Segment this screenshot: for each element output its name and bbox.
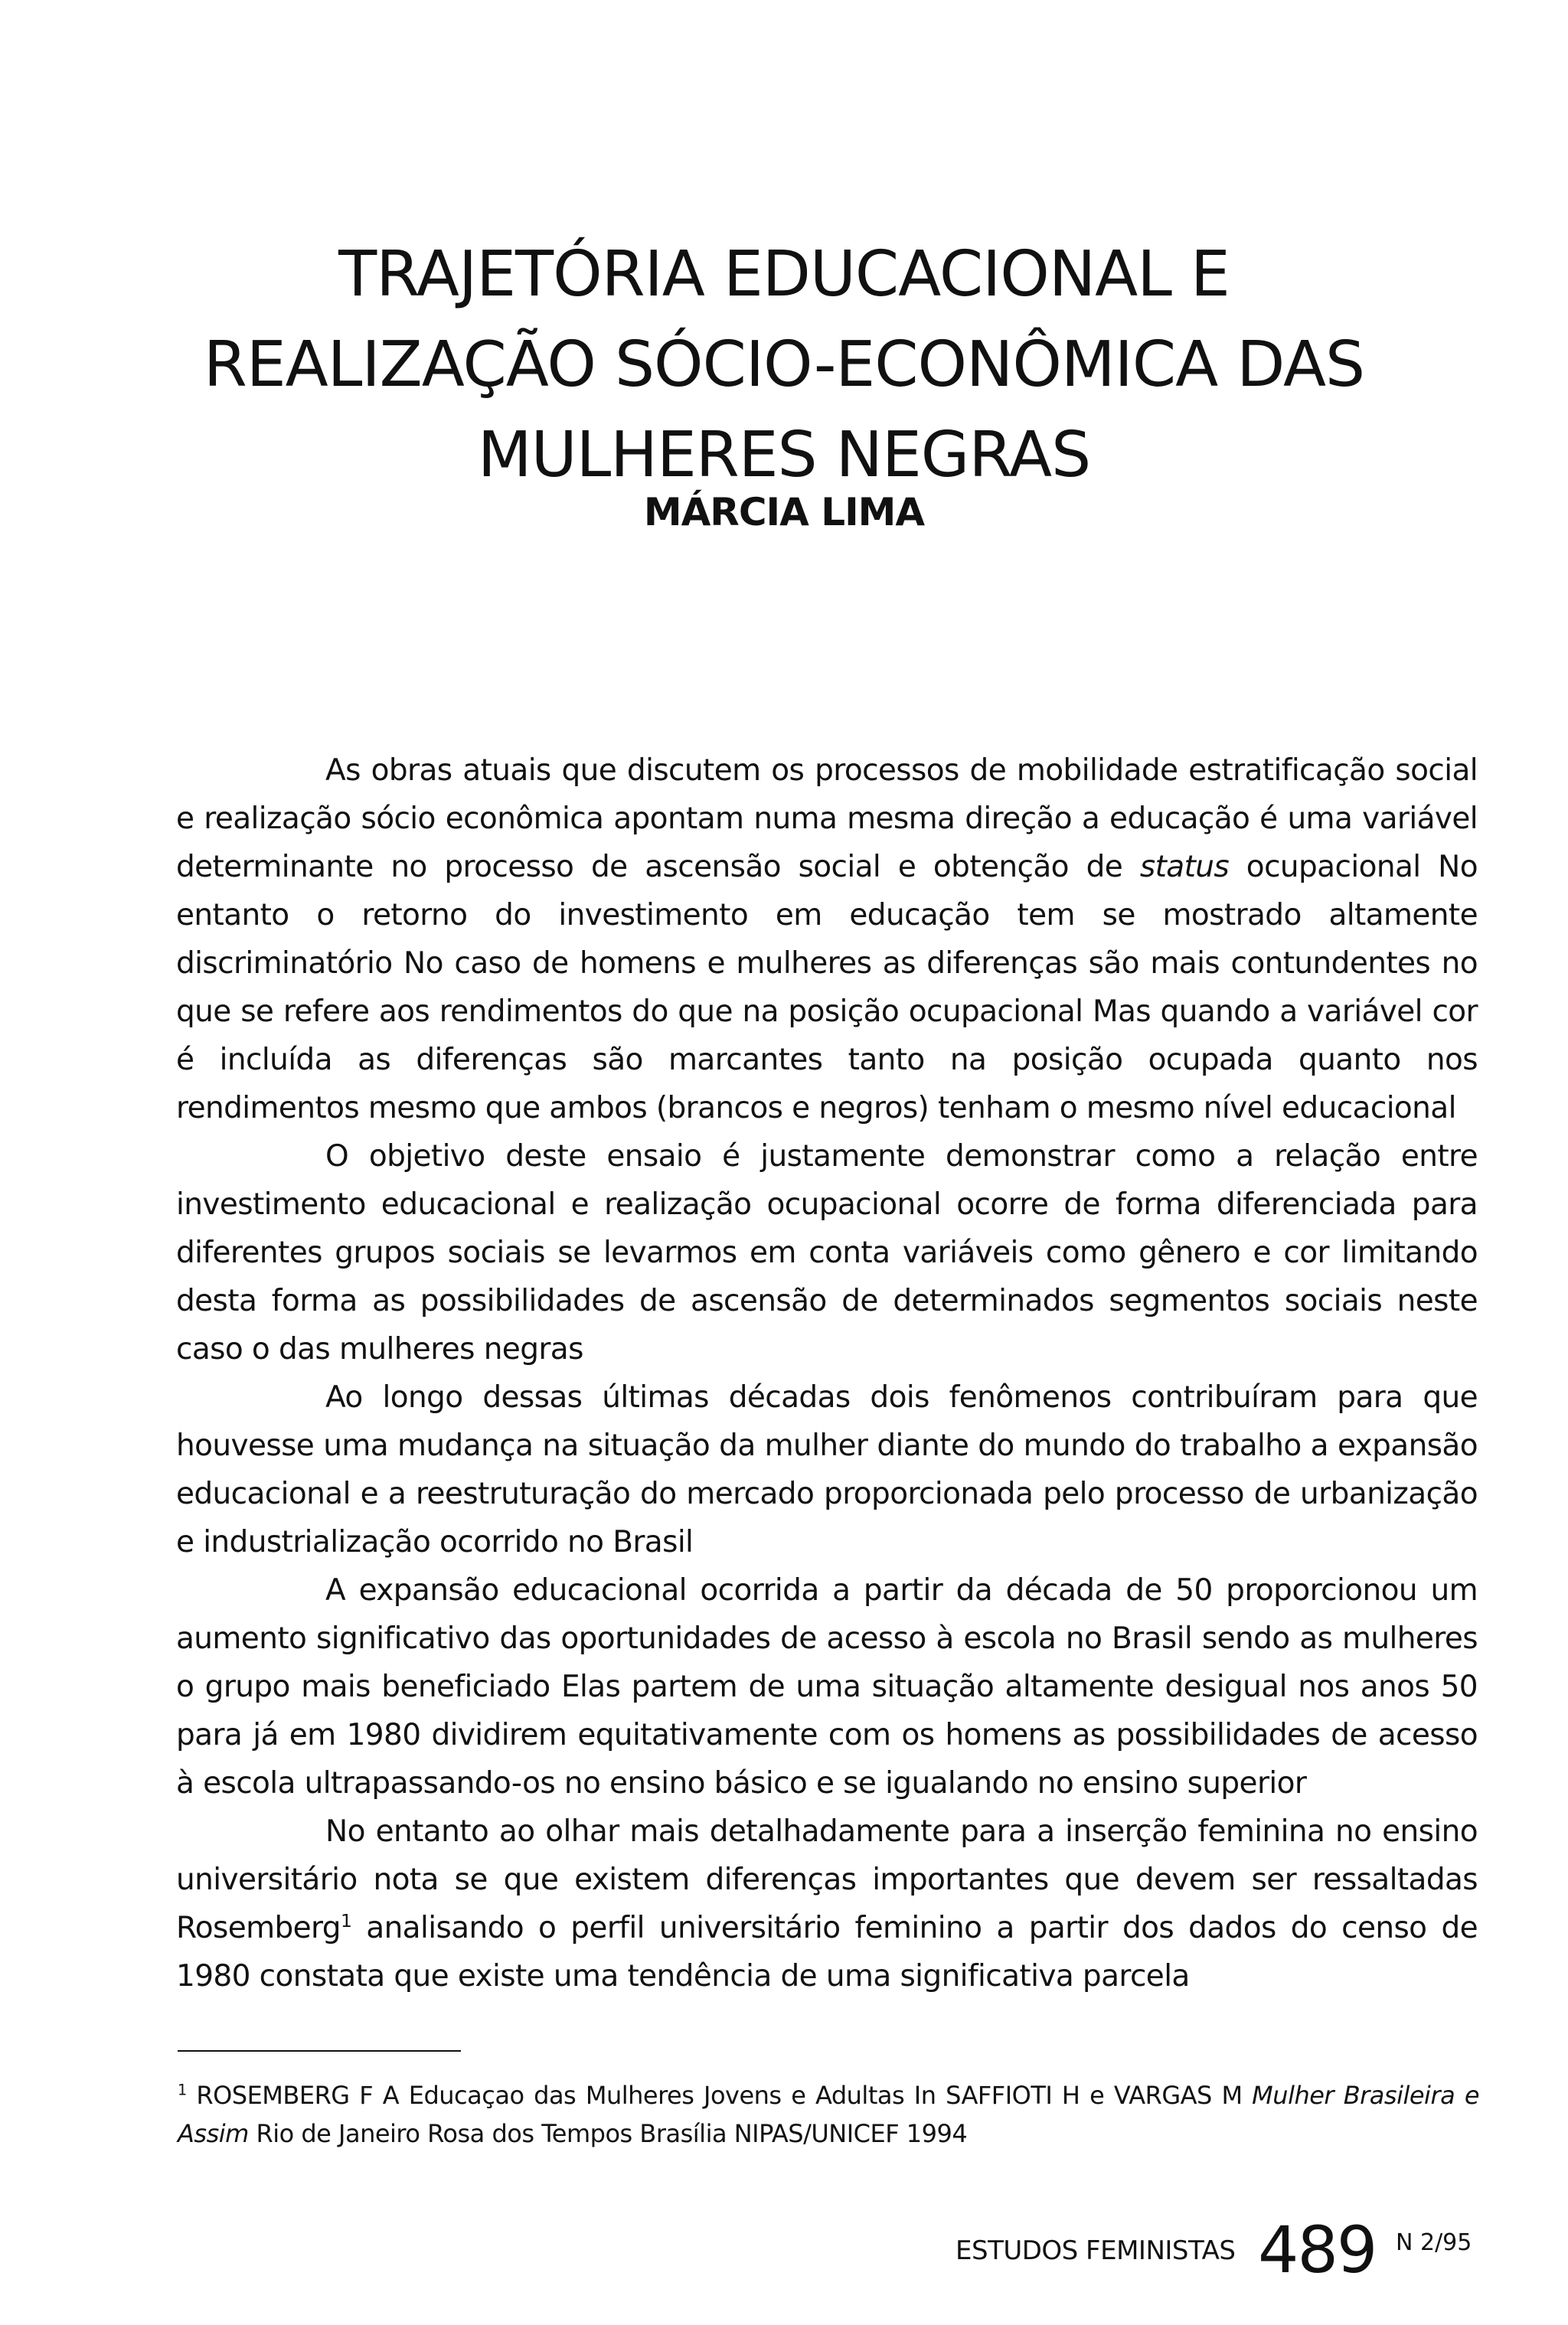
paragraph-1-text-end: ocupacional No entanto o retorno do investimento em educação tem se mostrado altamente discriminatório No caso de homens e mulheres as diferenças são mais contundentes no que se refere aos rendimentos do que na posição ocupacional Mas quando a variável cor é incluída as diferenças são marcantes tanto na posição ocupada quanto nos rendimentos mesmo que ambos (brancos e negros) tenham o mesmo nível educacional	[176, 850, 1478, 1125]
title-line-2: REALIZAÇÃO SÓCIO-ECONÔMICA DAS	[203, 328, 1365, 401]
footnote-divider	[178, 2050, 461, 2052]
paragraph-1-text-start: As obras atuais que discutem os processos de mobilidade estratificação social e realização sócio econômica apontam numa mesma direção a educação é uma variável determinante no processo de ascensão social e obtenção de	[176, 753, 1478, 884]
title-line-1: TRAJETÓRIA EDUCACIONAL E	[338, 238, 1230, 311]
paragraph-1	[176, 746, 1478, 1132]
author-name: MÁRCIA LIMA	[643, 490, 925, 534]
paragraph-2: O objetivo deste ensaio é justamente demonstrar como a relação entre investimento educacional e realização ocupacional ocorre de forma diferenciada para diferentes grupos sociais se levarmos em conta variáveis como gênero e cor limitando desta forma as possibilidades de ascensão de determinados segmentos sociais neste caso o das mulheres negras	[176, 1139, 1478, 1367]
journal-name: ESTUDOS FEMINISTAS	[956, 2235, 1236, 2266]
footnote-marker: 1	[178, 2081, 187, 2099]
page-footer	[956, 2212, 1476, 2287]
paragraph-5-text-end: analisando o perfil universitário feminino a partir dos dados do censo de 1980 constata que existe uma tendência de uma significativa parcela	[176, 1911, 1478, 1994]
footnote-reference: 1	[340, 1910, 352, 1932]
article-title	[115, 230, 1453, 501]
paragraph-5	[176, 1807, 1478, 2000]
footnote-book-title: Mulher Brasileira e Assim	[178, 2081, 1479, 2148]
footnote	[178, 2076, 1479, 2153]
footnote-text-start: ROSEMBERG F A Educaçao das Mulheres Jovens e Adultas In SAFFIOTI H e VARGAS M	[186, 2081, 1253, 2110]
footnote-text-end: Rio de Janeiro Rosa dos Tempos Brasília NIPAS/UNICEF 1994	[248, 2119, 968, 2148]
issue-number: N 2/95	[1396, 2229, 1472, 2256]
article-body	[176, 746, 1478, 2000]
title-line-3: MULHERES NEGRAS	[477, 419, 1091, 491]
paragraph-4: A expansão educacional ocorrida a partir da década de 50 proporcionou um aumento significativo das oportunidades de acesso à escola no Brasil sendo as mulheres o grupo mais beneficiado Elas partem de uma situação altamente desigual nos anos 50 para já em 1980 dividirem equitativamente com os homens as possibilidades de acesso à escola ultrapassando-os no ensino básico e se igualando no ensino superior	[176, 1573, 1478, 1801]
page-number: 489	[1258, 2212, 1377, 2287]
paragraph-1-italic-term: status	[1139, 850, 1230, 884]
paragraph-5-text-start: No entanto ao olhar mais detalhadamente para a inserção feminina no ensino universitário nota se que existem diferenças importantes que devem ser ressaltadas Rosemberg	[176, 1814, 1478, 1945]
paragraph-3: Ao longo dessas últimas décadas dois fenômenos contribuíram para que houvesse uma mudança na situação da mulher diante do mundo do trabalho a expansão educacional e a reestruturação do mercado proporcionada pelo processo de urbanização e industrialização ocorrido no Brasil	[176, 1380, 1478, 1559]
